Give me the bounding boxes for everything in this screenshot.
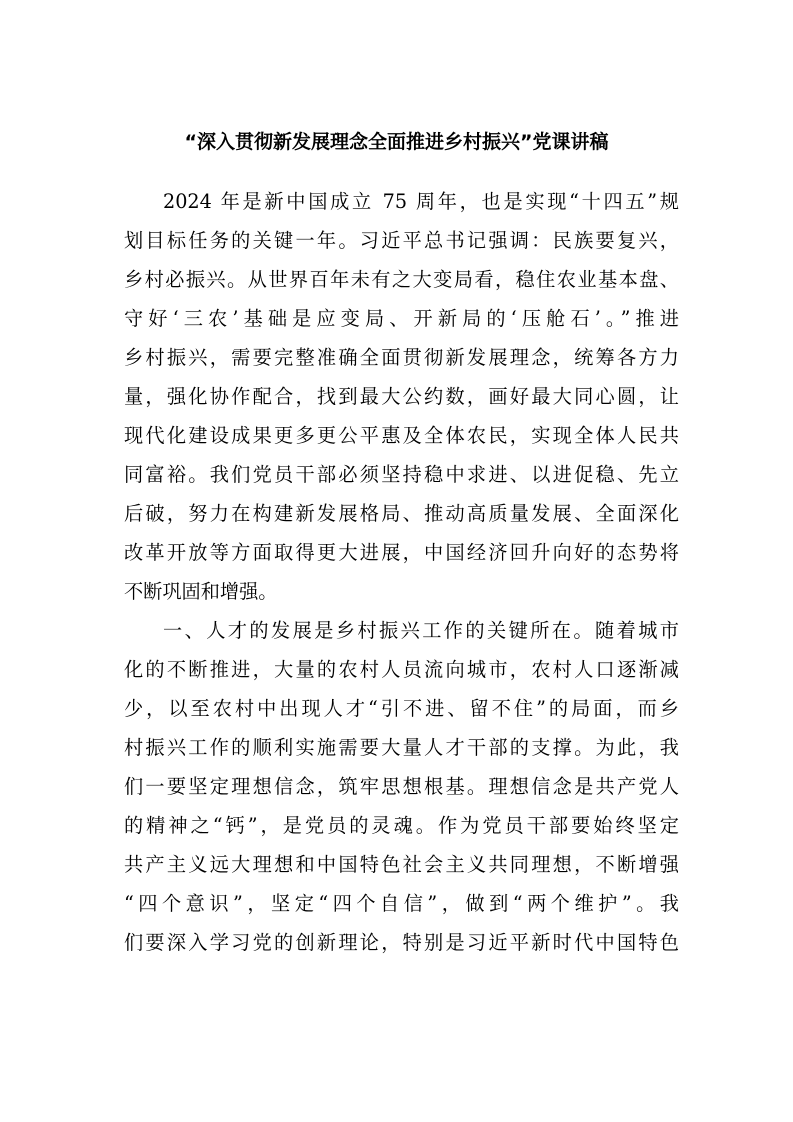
paragraph-2-line-9: 们要深入学习党的创新理论，特别是习近平新时代中国特色 [124,931,679,954]
document-title: “深入贯彻新发展理念全面推进乡村振兴”党课讲稿 [184,131,609,153]
paragraph-1-line-5: 乡村振兴，需要完整准确全面贯彻新发展理念，统筹各方力 [124,346,679,369]
paragraph-1-line-1: 2024 年是新中国成立 75 周年，也是实现“十四五”规 [163,190,679,213]
paragraph-1-line-9: 后破，努力在构建新发展格局、推动高质量发展、全面深化 [124,502,679,525]
paragraph-1-line-3: 乡村必振兴。从世界百年未有之大变局看，稳住农业基本盘、 [124,268,679,291]
paragraph-1-line-2: 划目标任务的关键一年。习近平总书记强调：民族要复兴， [124,229,679,252]
paragraph-1-line-4: 守好‘三农’基础是应变局、开新局的‘压舱石’。”推进 [124,307,679,330]
paragraph-2-line-8: “四个意识”，坚定“四个自信”，做到“两个维护”。我 [124,892,679,915]
paragraph-1-line-10: 改革开放等方面取得更大进展，中国经济回升向好的态势将 [124,541,679,564]
paragraph-2-line-4: 村振兴工作的顺利实施需要大量人才干部的支撑。为此，我 [124,736,679,759]
paragraph-2-line-1: 一、人才的发展是乡村振兴工作的关键所在。随着城市 [163,619,679,642]
paragraph-2-line-3: 少，以至农村中出现人才“引不进、留不住”的局面，而乡 [124,697,679,720]
paragraph-1-line-8: 同富裕。我们党员干部必须坚持稳中求进、以进促稳、先立 [124,463,679,486]
paragraph-1-line-11: 不断巩固和增强。 [124,580,278,603]
paragraph-1-line-7: 现代化建设成果更多更公平惠及全体农民，实现全体人民共 [124,424,679,447]
paragraph-2-line-2: 化的不断推进，大量的农村人员流向城市，农村人口逐渐减 [124,658,679,681]
paragraph-2-line-7: 共产主义远大理想和中国特色社会主义共同理想，不断增强 [124,853,679,876]
paragraph-2-line-5: 们一要坚定理想信念，筑牢思想根基。理想信念是共产党人 [124,775,679,798]
paragraph-1-line-6: 量，强化协作配合，找到最大公约数，画好最大同心圆，让 [124,385,679,408]
paragraph-2-line-6: 的精神之“钙”，是党员的灵魂。作为党员干部要始终坚定 [124,814,679,837]
